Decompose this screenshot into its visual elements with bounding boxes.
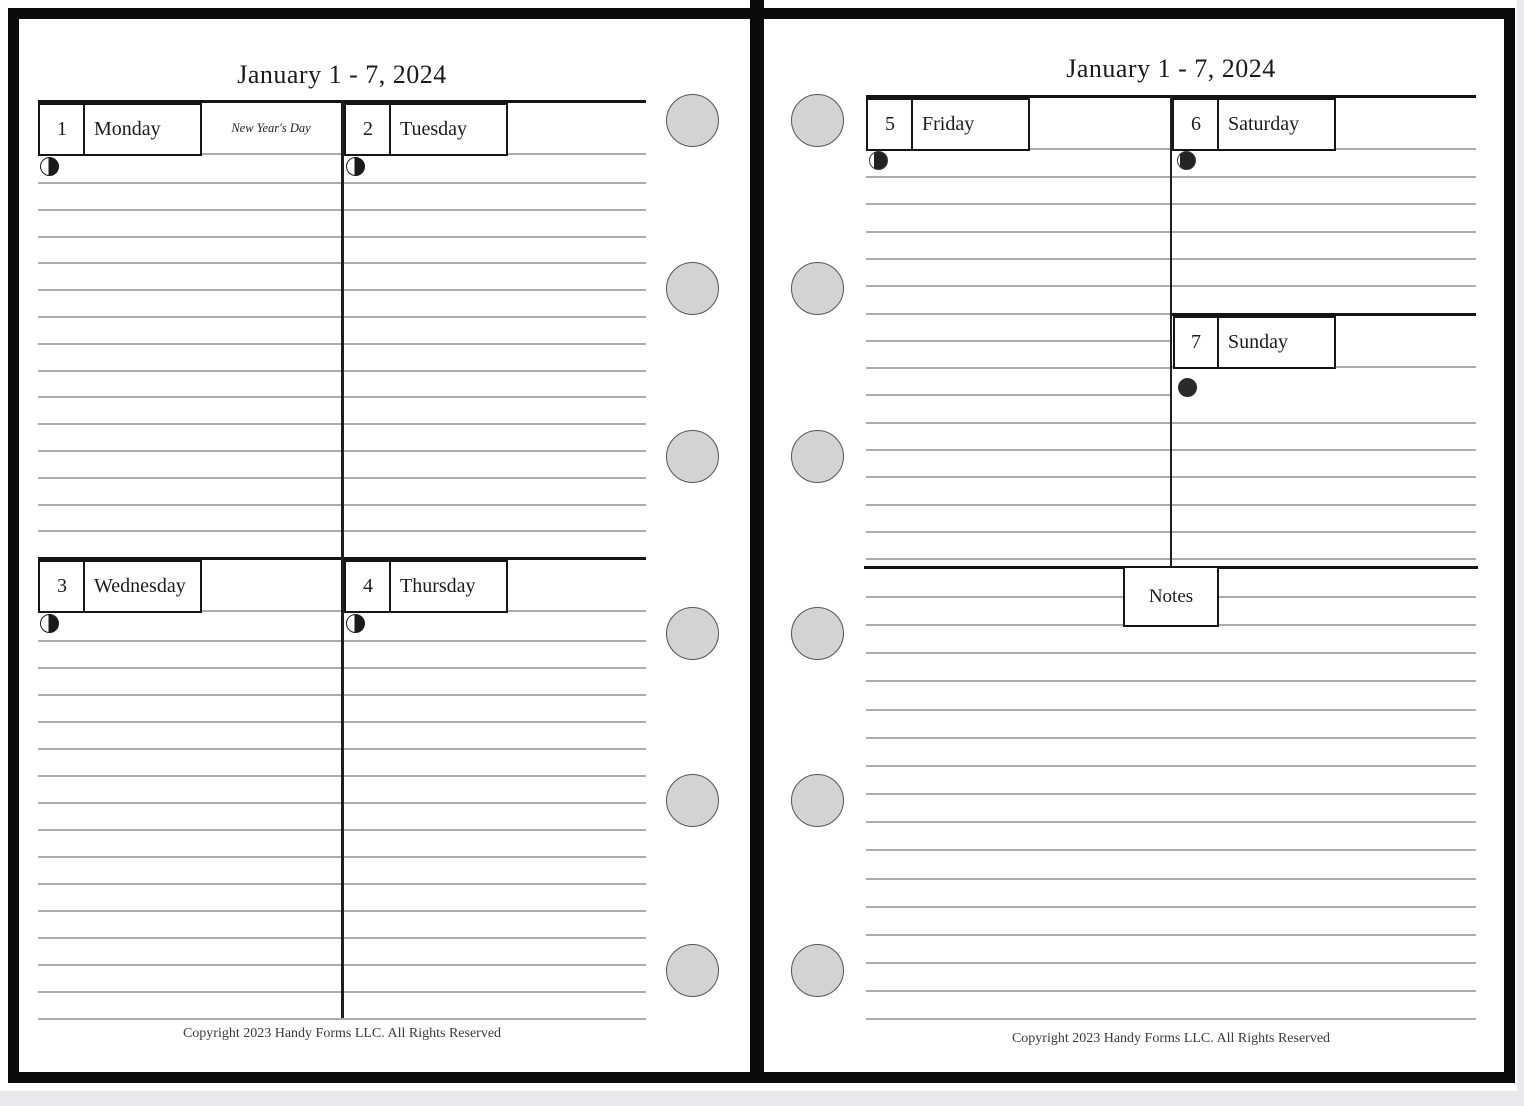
day-name-cell: Thursday bbox=[389, 560, 508, 613]
day-number-cell: 3 bbox=[38, 560, 86, 613]
rule-line bbox=[866, 849, 1476, 851]
day-header-thursday bbox=[344, 560, 646, 616]
rule-line bbox=[866, 1018, 1476, 1020]
day-name-cell: Wednesday bbox=[83, 560, 202, 613]
day-header-tuesday bbox=[344, 103, 646, 159]
day-number-cell: 7 bbox=[1173, 316, 1219, 369]
day-number-cell: 6 bbox=[1172, 98, 1220, 151]
rule-line bbox=[866, 906, 1476, 908]
rule-line bbox=[866, 878, 1476, 880]
day-number-cell: 1 bbox=[38, 103, 86, 156]
rule-line bbox=[866, 652, 1476, 654]
page-title: January 1 - 7, 2024 bbox=[1066, 54, 1276, 83]
rule-line bbox=[866, 821, 1476, 823]
rule-line bbox=[866, 990, 1476, 992]
day-header-friday bbox=[866, 98, 1170, 154]
binder-hole bbox=[791, 94, 844, 147]
binder-hole bbox=[666, 430, 719, 483]
day-name-cell: Tuesday bbox=[389, 103, 508, 156]
moon-phase-icon bbox=[40, 157, 59, 176]
rule-line bbox=[866, 680, 1476, 682]
notes-box bbox=[1123, 566, 1219, 627]
binder-hole bbox=[791, 430, 844, 483]
rule-line bbox=[866, 765, 1476, 767]
day-number-cell: 2 bbox=[344, 103, 392, 156]
day-header-saturday bbox=[1172, 98, 1476, 154]
copyright-text: Copyright 2023 Handy Forms LLC. All Rights Reserved bbox=[182, 1026, 502, 1041]
copyright-text: Copyright 2023 Handy Forms LLC. All Rights Reserved bbox=[1011, 1031, 1331, 1046]
day-number-cell: 4 bbox=[344, 560, 392, 613]
screen-edge-right bbox=[1517, 0, 1524, 1106]
moon-phase-icon bbox=[346, 614, 365, 633]
binder-hole bbox=[791, 607, 844, 660]
rule-line bbox=[38, 1018, 646, 1020]
day-name-cell: Saturday bbox=[1217, 98, 1336, 151]
binder-hole bbox=[666, 94, 719, 147]
column-divider bbox=[1170, 95, 1173, 569]
day-number-cell: 5 bbox=[866, 98, 914, 151]
moon-phase-icon bbox=[1178, 378, 1197, 397]
binder-hole bbox=[666, 774, 719, 827]
day-name-cell: Friday bbox=[911, 98, 1030, 151]
moon-phase-icon bbox=[869, 151, 888, 170]
rule-line bbox=[866, 962, 1476, 964]
moon-phase-icon bbox=[40, 614, 59, 633]
day-name-cell: Sunday bbox=[1217, 316, 1336, 369]
day-header-row bbox=[1171, 313, 1476, 372]
rule-line bbox=[866, 793, 1476, 795]
moon-phase-icon bbox=[346, 157, 365, 176]
day-header-wednesday bbox=[38, 560, 342, 616]
binder-hole bbox=[791, 774, 844, 827]
binder-spine bbox=[750, 0, 764, 1083]
binder-hole bbox=[791, 262, 844, 315]
rule-line bbox=[866, 709, 1476, 711]
day-name-cell: Monday bbox=[83, 103, 202, 156]
rule-line bbox=[866, 934, 1476, 936]
page-title: January 1 - 7, 2024 bbox=[237, 60, 447, 89]
column-divider bbox=[341, 100, 344, 1018]
binder-hole bbox=[666, 607, 719, 660]
day-header-monday bbox=[38, 103, 342, 159]
binder-hole bbox=[666, 262, 719, 315]
binder-hole bbox=[791, 944, 844, 997]
binder-hole bbox=[666, 944, 719, 997]
moon-phase-icon bbox=[1177, 151, 1196, 170]
day-header-sunday bbox=[1171, 313, 1476, 401]
notes-label: Notes bbox=[1148, 585, 1194, 607]
holiday-label: New Year's Day bbox=[231, 120, 311, 135]
screen-edge-bottom bbox=[0, 1091, 1524, 1106]
rule-line bbox=[866, 737, 1476, 739]
